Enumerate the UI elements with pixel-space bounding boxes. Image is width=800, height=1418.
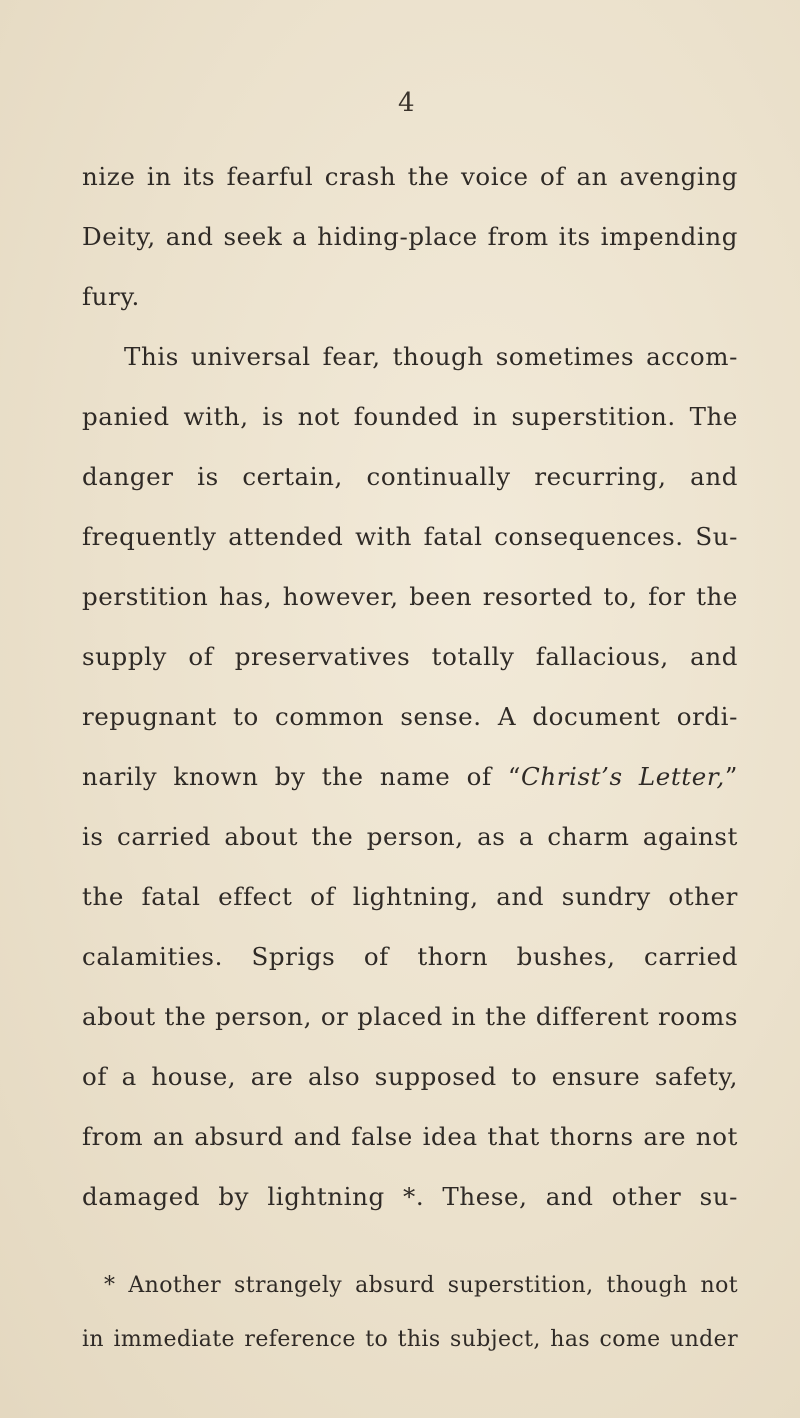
text-line: fury. bbox=[82, 282, 140, 311]
text-line: the fatal effect of lightning, and sundry other bbox=[82, 882, 738, 911]
text-line bbox=[82, 762, 738, 792]
text-line: from an absurd and false idea that thorns are not bbox=[82, 1122, 738, 1151]
letter-title: Christ’s Letter, bbox=[521, 762, 725, 791]
text-line: supply of preservatives totally fallacious, and bbox=[82, 642, 738, 671]
text-line: panied with, is not founded in superstition. The bbox=[82, 402, 738, 431]
text-line: about the person, or placed in the different rooms bbox=[82, 1002, 738, 1031]
text-line: danger is certain, continually recurring, and bbox=[82, 462, 738, 491]
text-line: Deity, and seek a hiding-place from its impending bbox=[82, 222, 738, 251]
text-span: narily known by the name of “ bbox=[82, 762, 521, 791]
text-line: repugnant to common sense. A document ordi- bbox=[82, 702, 738, 731]
footnote-line: in immediate reference to this subject, has come under bbox=[82, 1327, 738, 1352]
text-line: calamities. Sprigs of thorn bushes, carried bbox=[82, 942, 738, 971]
text-line: nize in its fearful crash the voice of an avenging bbox=[82, 162, 738, 191]
text-line: is carried about the person, as a charm against bbox=[82, 822, 738, 851]
footnote-line: * Another strangely absurd superstition, though not bbox=[104, 1273, 738, 1298]
text-span: ” bbox=[724, 762, 738, 791]
text-line: damaged by lightning *. These, and other su- bbox=[82, 1182, 738, 1211]
text-line: This universal fear, though sometimes accom- bbox=[124, 342, 738, 371]
text-line: frequently attended with fatal consequences. Su- bbox=[82, 522, 738, 551]
page-number: 4 bbox=[398, 88, 415, 118]
text-line: of a house, are also supposed to ensure safety, bbox=[82, 1062, 738, 1091]
text-line: perstition has, however, been resorted to, for the bbox=[82, 582, 738, 611]
